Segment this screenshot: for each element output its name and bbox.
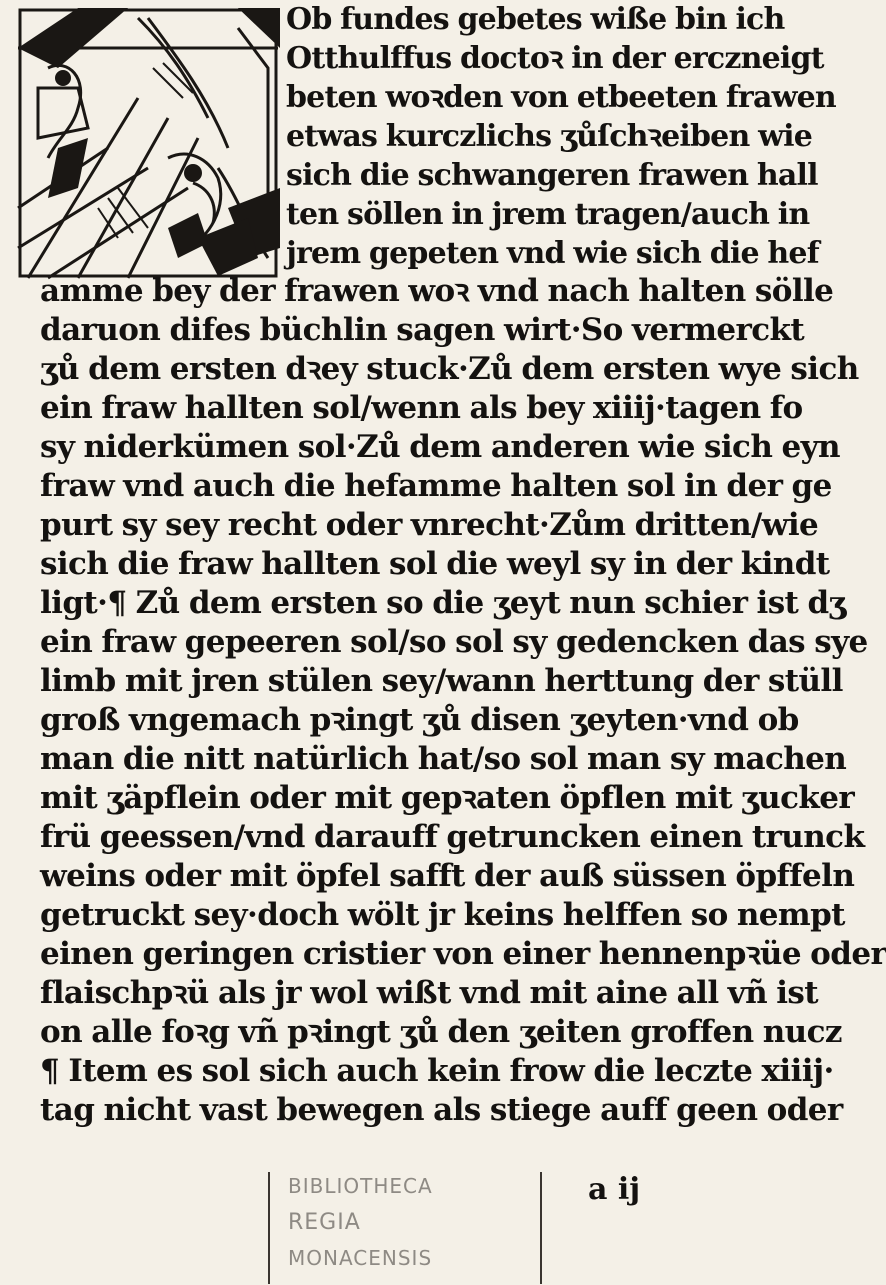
text-line: ¶ Item es sol sich auch kein frow die leczte xiiij·: [40, 1053, 834, 1089]
main-text-block: [40, 272, 886, 1130]
text-line: ligt·¶ Zů dem ersten so die ʒeyt nun schier ist dʒ: [40, 585, 846, 621]
text-line: sich die schwangeren frawen hall: [286, 158, 818, 193]
text-line: frü geessen/vnd darauff getruncken einen trunck: [40, 819, 865, 855]
text-line: weins oder mit öpfel safft der auß süssen öpffeln: [40, 858, 855, 894]
text-line: purt sy sey recht oder vnrecht·Zům dritten/wie: [40, 507, 819, 543]
text-line: ten söllen in jrem tragen/auch in: [286, 197, 810, 232]
text-line: fraw vnd auch die hefamme halten sol in der ge: [40, 468, 832, 504]
text-line: beten woꝛden von etbeeten frawen: [286, 80, 836, 115]
text-line: on alle foꝛg vñ pꝛingt ʒů den ʒeiten groffen nucz: [40, 1014, 842, 1050]
stamp-line: BIBLIOTHECA: [288, 1174, 433, 1198]
text-line: daruon difes büchlin sagen wirt·So vermerckt: [40, 312, 805, 348]
text-line: groß vngemach pꝛingt ʒů disen ʒeyten·vnd ob: [40, 702, 799, 738]
text-line: etwas kurczlichs ʒůſchꝛeiben wie: [286, 119, 813, 154]
woodcut-figure-icon: [18, 8, 280, 280]
text-line: flaischpꝛü als jr wol wißt vnd mit aine all vñ ist: [40, 975, 819, 1011]
library-stamp: [268, 1172, 542, 1284]
text-line: getruckt sey·doch wölt jr keins helffen so nempt: [40, 897, 845, 933]
text-line: limb mit jren stülen sey/wann herttung der stüll: [40, 663, 843, 699]
text-block-beside-woodcut: [286, 0, 836, 273]
text-line: tag nicht vast bewegen als stiege auff geen oder: [40, 1092, 843, 1128]
stamp-line: REGIA: [288, 1210, 361, 1235]
text-line: man die nitt natürlich hat/so sol man sy machen: [40, 741, 847, 777]
woodcut-illustration: [18, 8, 280, 280]
text-line: ʒů dem ersten dꝛey stuck·Zů dem ersten wye sich: [40, 351, 859, 387]
text-line: amme bey der frawen woꝛ vnd nach halten sölle: [40, 273, 834, 309]
text-line: mit ʒäpflein oder mit gepꝛaten öpflen mit ʒucker: [40, 780, 855, 816]
stamp-line: MONACENSIS: [288, 1246, 433, 1270]
text-line: einen geringen cristier von einer hennenpꝛüe oder: [40, 936, 886, 972]
signature-mark: a ij: [588, 1172, 641, 1207]
text-line: sich die fraw hallten sol die weyl sy in der kindt: [40, 546, 830, 582]
text-line: jrem gepeten vnd wie sich die hef: [286, 236, 819, 271]
text-line: Ob fundes gebetes wiße bin ich: [286, 2, 785, 37]
text-line: Otthulffus doctoꝛ in der erczneigt: [286, 41, 824, 76]
text-line: sy niderkümen sol·Zů dem anderen wie sich eyn: [40, 429, 840, 465]
text-line: ein fraw gepeeren sol/so sol sy gedencken das sye: [40, 624, 868, 660]
text-line: ein fraw hallten sol/wenn als bey xiiij·tagen fo: [40, 390, 803, 426]
